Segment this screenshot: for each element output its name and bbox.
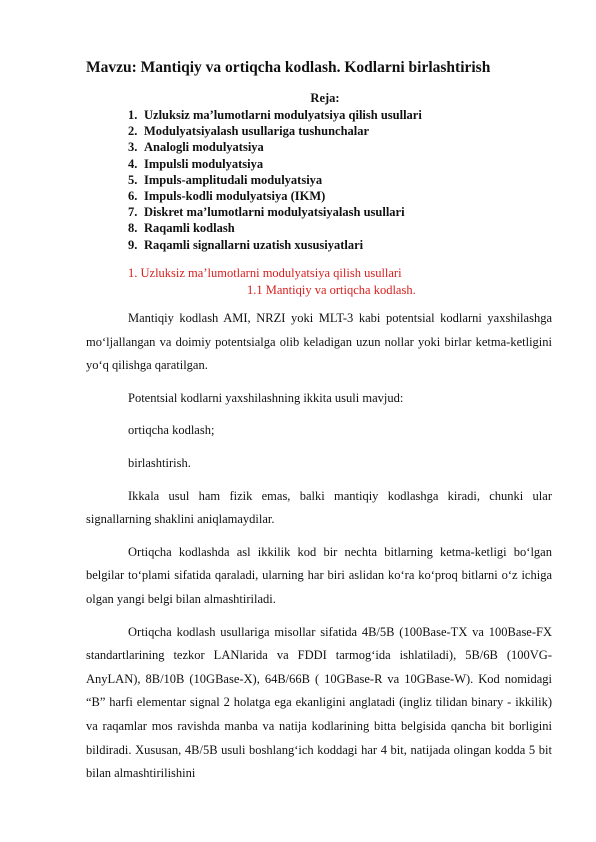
body-text <box>86 307 552 786</box>
paragraph: Ortiqcha kodlash usullariga misollar sifatida 4B/5B (100Base-TX va 100Base-FX standartlarining tezkor LANlarida va FDDI tarmog‘ida ishlatiladi), 5B/6B (100VG-AnyLAN), 8B/10B (10GBase-X), 64B/66B ( 10GBase-R va 10GBase-W). Kod nomidagi “B” harfi elementar signal 2 holatga ega ekanligini anglatadi (ingliz tilidan binary - ikkilik) va raqamlar mos ravishda manba va natija kodlarining bitta belgisida qancha bit borligini bildiradi. Xususan, 4B/5B usuli boshlang‘ich koddagi har 4 bit, natijada olingan kodda 5 bit bilan almashtirilishini <box>86 624 552 781</box>
paragraph: Potentsial kodlarni yaxshilashning ikkita usuli mavjud: <box>128 390 404 405</box>
plan-list <box>128 107 422 253</box>
list-item: 1. Uzluksiz ma’lumotlarni modulyatsiya qilish usullari <box>128 108 422 122</box>
subsection-heading: 1.1 Mantiqiy va ortiqcha kodlash. <box>247 283 416 297</box>
paragraph: Mantiqiy kodlash AMI, NRZI yoki MLT-3 kabi potentsial kodlarni yaxshilashga mo‘ljallangan va doimiy potentsialga olib keladigan uzun nollar yoki birlar ketma-ketligini yo‘q qilishga qaratilgan. <box>86 311 552 373</box>
list-item: 3. Analogli modulyatsiya <box>128 140 264 155</box>
section-heading: 1. Uzluksiz ma’lumotlarni modulyatsiya qilish usullari <box>128 266 402 280</box>
paragraph: ortiqcha kodlash; <box>128 423 215 438</box>
list-item: 2. Modulyatsiyalash usullariga tushunchalar <box>128 124 370 139</box>
paragraph: Ortiqcha kodlashda asl ikkilik kod bir nechta bitlarning ketma-ketligi bo‘lgan belgilar to‘plami sifatida qaraladi, ularning har biri aslidan ko‘ra ko‘proq bitlarni o‘z ichiga olgan yangi belgi bilan almashtiriladi. <box>86 544 552 606</box>
paragraph: birlashtirish. <box>128 455 191 470</box>
plan-heading: Reja: <box>310 91 340 105</box>
list-item: 4. Impulsli modulyatsiya <box>128 156 264 171</box>
list-item: 8. Raqamli kodlash <box>128 221 235 236</box>
page-title: Mavzu: Mantiqiy va ortiqcha kodlash. Kodlarni birlashtirish <box>86 59 491 76</box>
list-item: 7. Diskret ma’lumotlarni modulyatsiyalash usullari <box>128 205 405 220</box>
list-item: 5. Impuls-amplitudali modulyatsiya <box>128 172 323 187</box>
list-item: 6. Impuls-kodli modulyatsiya (IKM) <box>128 188 326 203</box>
list-item: 9. Raqamli signallarni uzatish xususiyatlari <box>128 237 364 252</box>
paragraph: Ikkala usul ham fizik emas, balki mantiqiy kodlashga kiradi, chunki ular signallarning shaklini aniqlamaydilar. <box>86 488 552 527</box>
